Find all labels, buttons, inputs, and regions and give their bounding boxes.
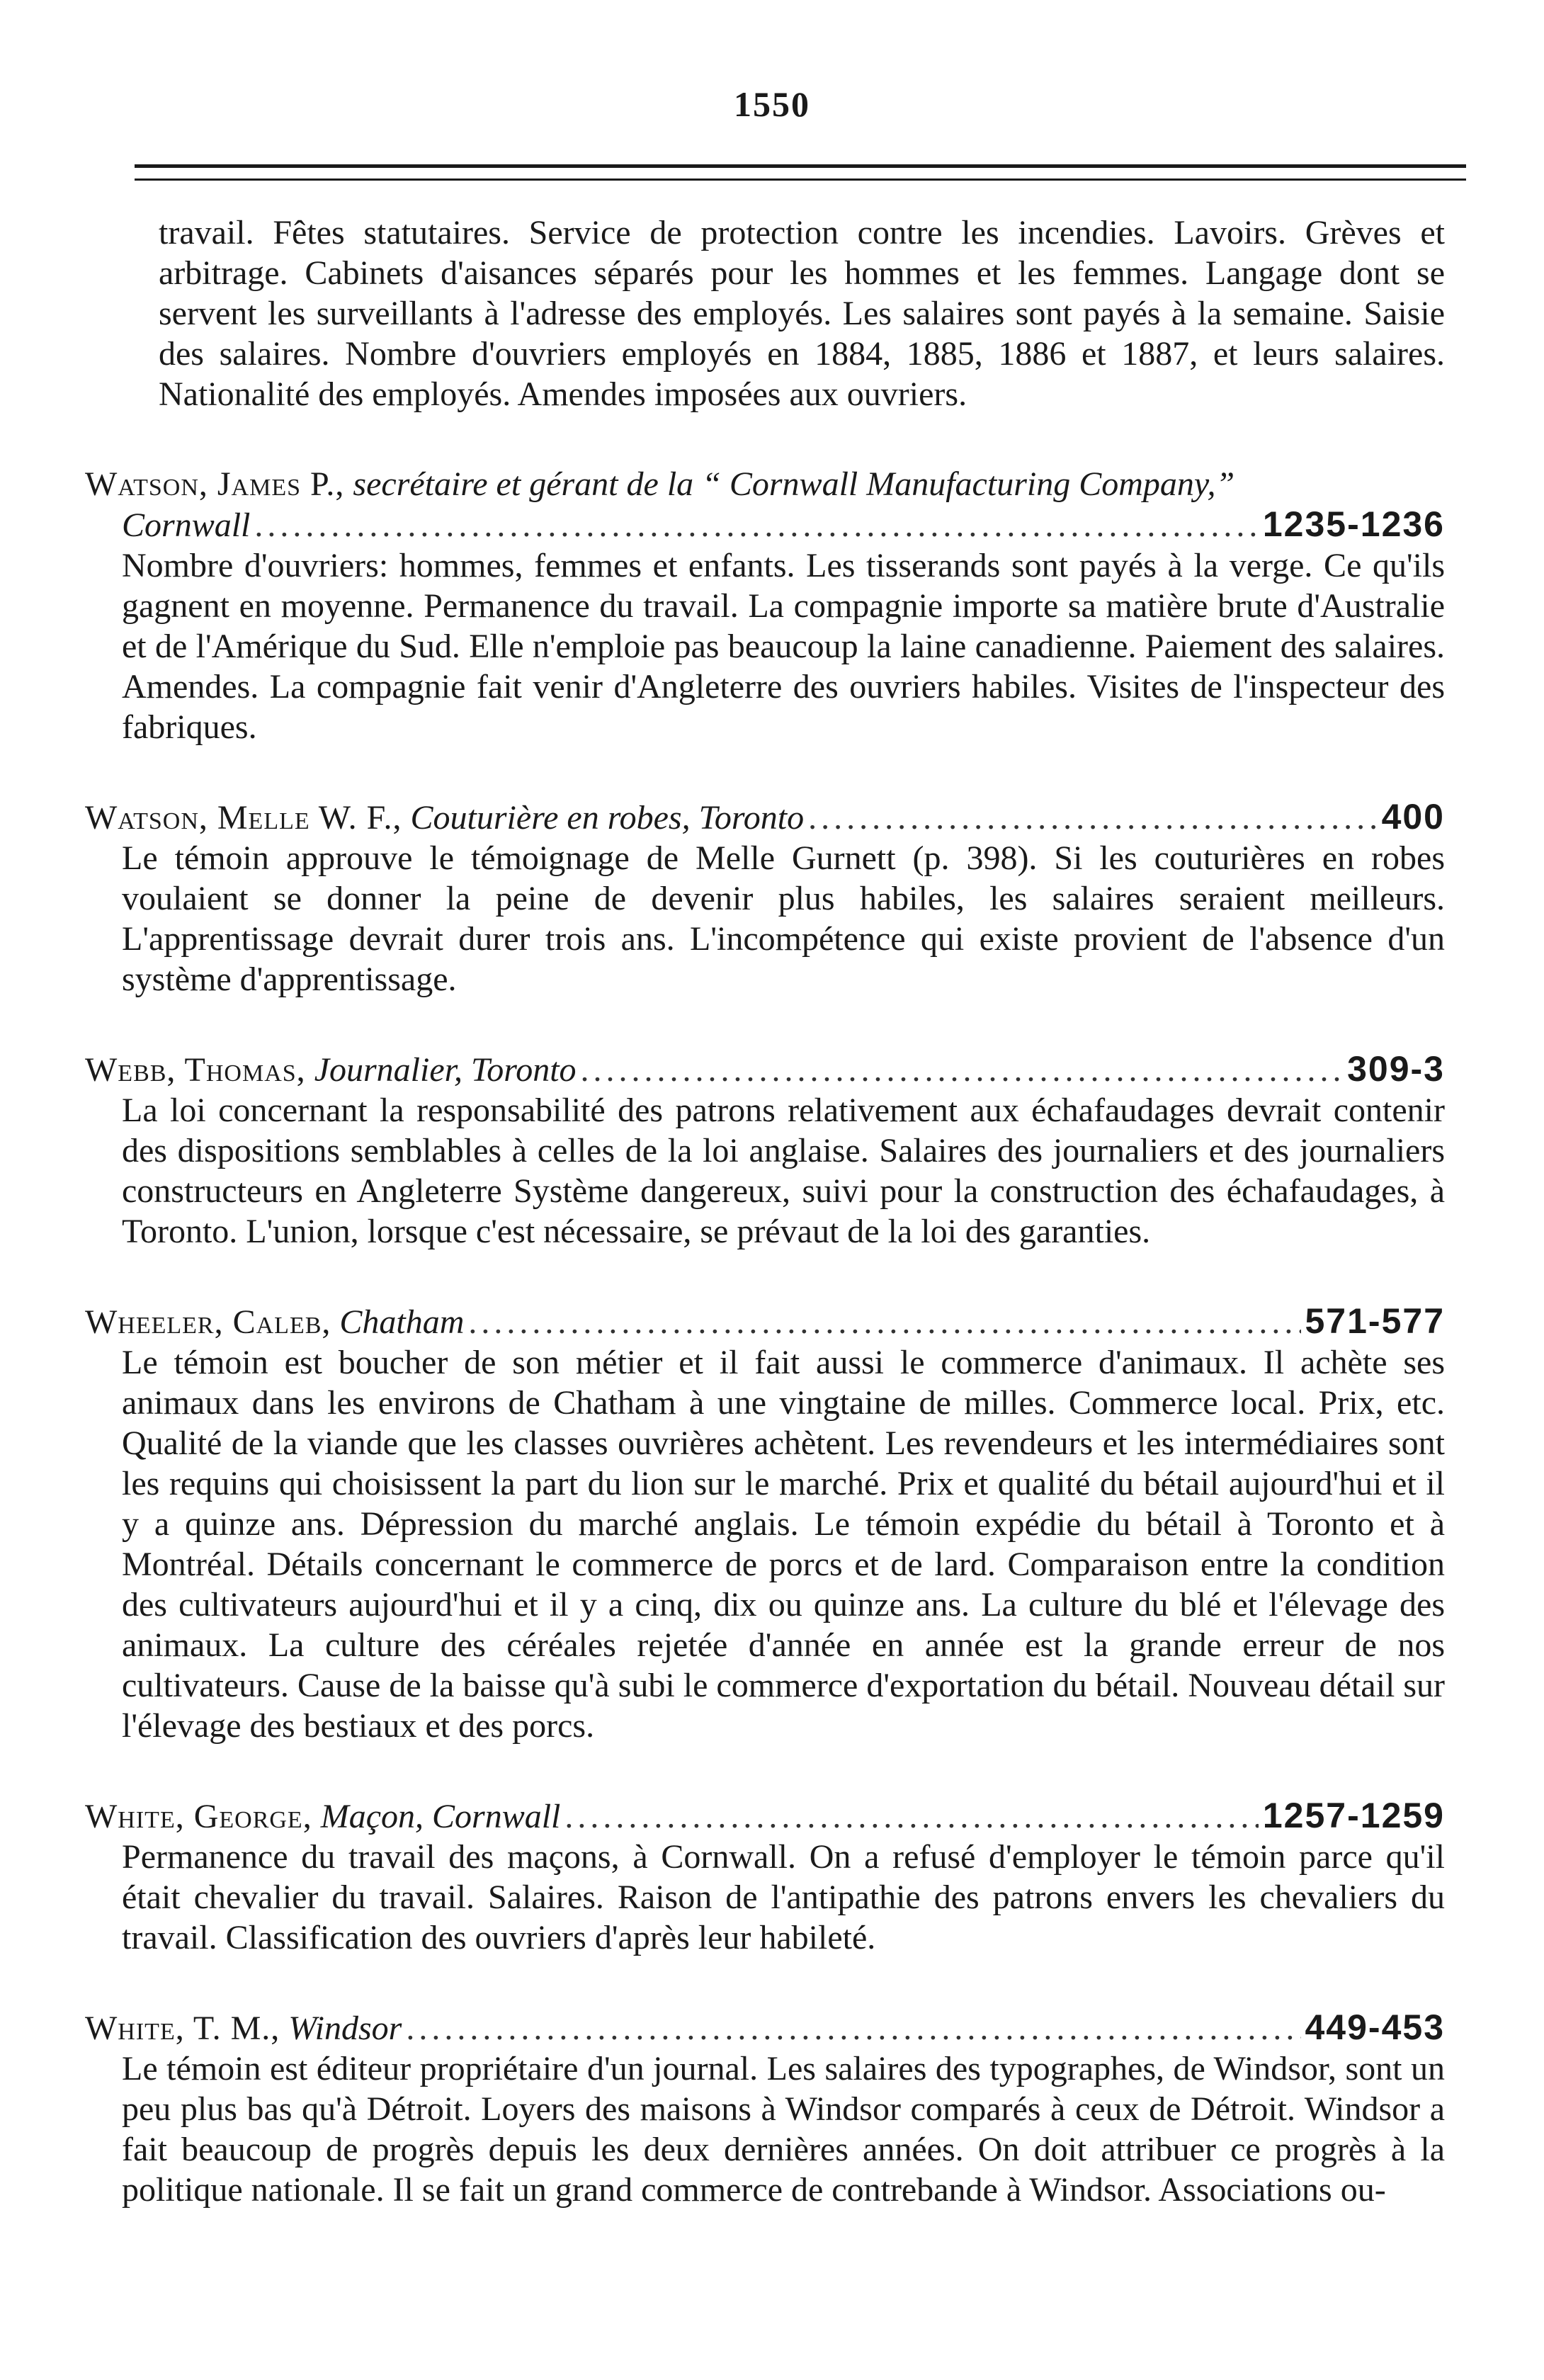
page-number: 1550 (734, 84, 810, 124)
entry-pages: 309-3 (1347, 1049, 1445, 1089)
leader-dots (564, 1796, 1258, 1837)
entry-name: Wheeler, Caleb, (85, 1303, 331, 1341)
index-content (85, 212, 1445, 2210)
index-entry (85, 1049, 1445, 1252)
header-rule-thick (135, 164, 1466, 168)
entry-heading (85, 1301, 1445, 1342)
entry-location: Cornwall (122, 506, 251, 544)
entry-description: Maçon, Cornwall (320, 1798, 561, 1835)
entry-body: Le témoin approuve le témoignage de Melle Gurnett (p. 398). Si les couturières en robes voulaient se donner la peine de devenir plus habiles, les salaires seraient meilleurs. L'apprentissage devrait durer trois ans. L'incompétence qui existe provient de l'absence d'un système d'apprentissage. (122, 839, 1445, 998)
entry-body: La loi concernant la responsabilité des patrons relativement aux échafaudages devrait contenir des dispositions semblables à celles de la loi anglaise. Salaires des journaliers et des journaliers constructeurs en Angleterre Système dangereux, suivi pour la construction des échafaudages, à Toronto. L'union, lorsque c'est nécessaire, se prévaut de la loi des garanties. (122, 1092, 1445, 1250)
index-entry (85, 1796, 1445, 1958)
leader-dots (406, 2008, 1300, 2048)
entry-description: secrétaire et gérant de la “ Cornwall Manufacturing Company,” (353, 465, 1235, 503)
entry-description: Couturière en robes, Toronto (410, 799, 805, 837)
leader-dots (581, 1050, 1344, 1090)
entry-heading (85, 1049, 1445, 1090)
entry-heading (85, 2007, 1445, 2048)
index-entry (85, 464, 1445, 747)
entry-body: Permanence du travail des maçons, à Cornwall. On a refusé d'employer le témoin parce qu'il était chevalier du travail. Salaires. Raison de l'antipathie des patrons envers les chevaliers du travail. Classification des ouvriers d'après leur habileté. (122, 1838, 1445, 1956)
entry-description: Journalier, Toronto (314, 1051, 577, 1089)
entry-name: White, T. M., (85, 2010, 280, 2047)
entry-body: Le témoin est éditeur propriétaire d'un journal. Les salaires des typographes, de Windsor, sont un peu plus bas qu'à Détroit. Loyers des maisons à Windsor comparés à ceux de Détroit. Windsor a fait beaucoup de progrès depuis les deux dernières années. On doit attribuer ce progrès à la politique nationale. Il se fait un grand commerce de contrebande à Windsor. Associations ou- (122, 2050, 1445, 2209)
entry-description: Chatham (339, 1303, 465, 1341)
entry-pages: 571-577 (1305, 1301, 1445, 1341)
entry-heading (85, 1796, 1445, 1837)
leader-dots (808, 798, 1377, 838)
entry-name: Webb, Thomas, (85, 1051, 306, 1089)
entry-pages: 400 (1381, 797, 1445, 837)
leader-dots (254, 505, 1258, 545)
entry-name: White, George, (85, 1798, 312, 1835)
entry-body: Le témoin est boucher de son métier et il fait aussi le commerce d'animaux. Il achète ses animaux dans les environs de Chatham à une vingtaine de milles. Commerce local. Prix, etc. Qualité de la viande que les classes ouvrières achètent. Les revendeurs et les intermédiaires sont les requins qui choisissent la part du lion sur le marché. Prix et qualité du bétail aujourd'hui et il y a quinze ans. Dépression du marché anglais. Le témoin expédie du bétail à Toronto et à Montréal. Détails concernant le commerce de porcs et de lard. Comparaison entre la condition des cultivateurs aujourd'hui et il y a cinq, dix ou quinze ans. La culture du blé et l'élevage des animaux. La culture des céréales rejetée d'année en année est la grande erreur de nos cultivateurs. Cause de la baisse qu'à subi le commerce d'exportation du bétail. Nouveau détail sur l'élevage des bestiaux et des porcs. (122, 1344, 1445, 1745)
entry-heading (85, 797, 1445, 838)
continuation-paragraph: travail. Fêtes statutaires. Service de protection contre les incendies. Lavoirs. Grèves et arbitrage. Cabinets d'aisances séparés pour les hommes et les femmes. Langage dont se servent les surveillants à l'adresse des employés. Les salaires sont payés à la semaine. Saisie des salaires. Nombre d'ouvriers employés en 1884, 1885, 1886 et 1887, et leurs salaires. Nationalité des employés. Amendes imposées aux ouvriers. (159, 214, 1445, 413)
entry-description: Windsor (288, 2010, 402, 2047)
entry-name: Watson, Melle W. F., (85, 799, 402, 837)
entry-name: Watson, James P., (85, 465, 345, 503)
header-rule-thin (135, 178, 1466, 181)
entry-pages: 1257-1259 (1262, 1796, 1445, 1835)
entry-pages: 1235-1236 (1262, 504, 1445, 544)
index-entry (85, 1301, 1445, 1746)
leader-dots (468, 1302, 1300, 1342)
index-entry (85, 797, 1445, 999)
entry-heading (85, 464, 1445, 545)
entry-pages: 449-453 (1305, 2007, 1445, 2047)
entry-body: Nombre d'ouvriers: hommes, femmes et enfants. Les tisserands sont payés à la verge. Ce qu'ils gagnent en moyenne. Permanence du travail. La compagnie importe sa matière brute d'Australie et de l'Amérique du Sud. Elle n'emploie pas beaucoup la laine canadienne. Paiement des salaires. Amendes. La compagnie fait venir d'Angleterre des ouvriers habiles. Visites de l'inspecteur des fabriques. (122, 547, 1445, 746)
index-entry (85, 2007, 1445, 2210)
